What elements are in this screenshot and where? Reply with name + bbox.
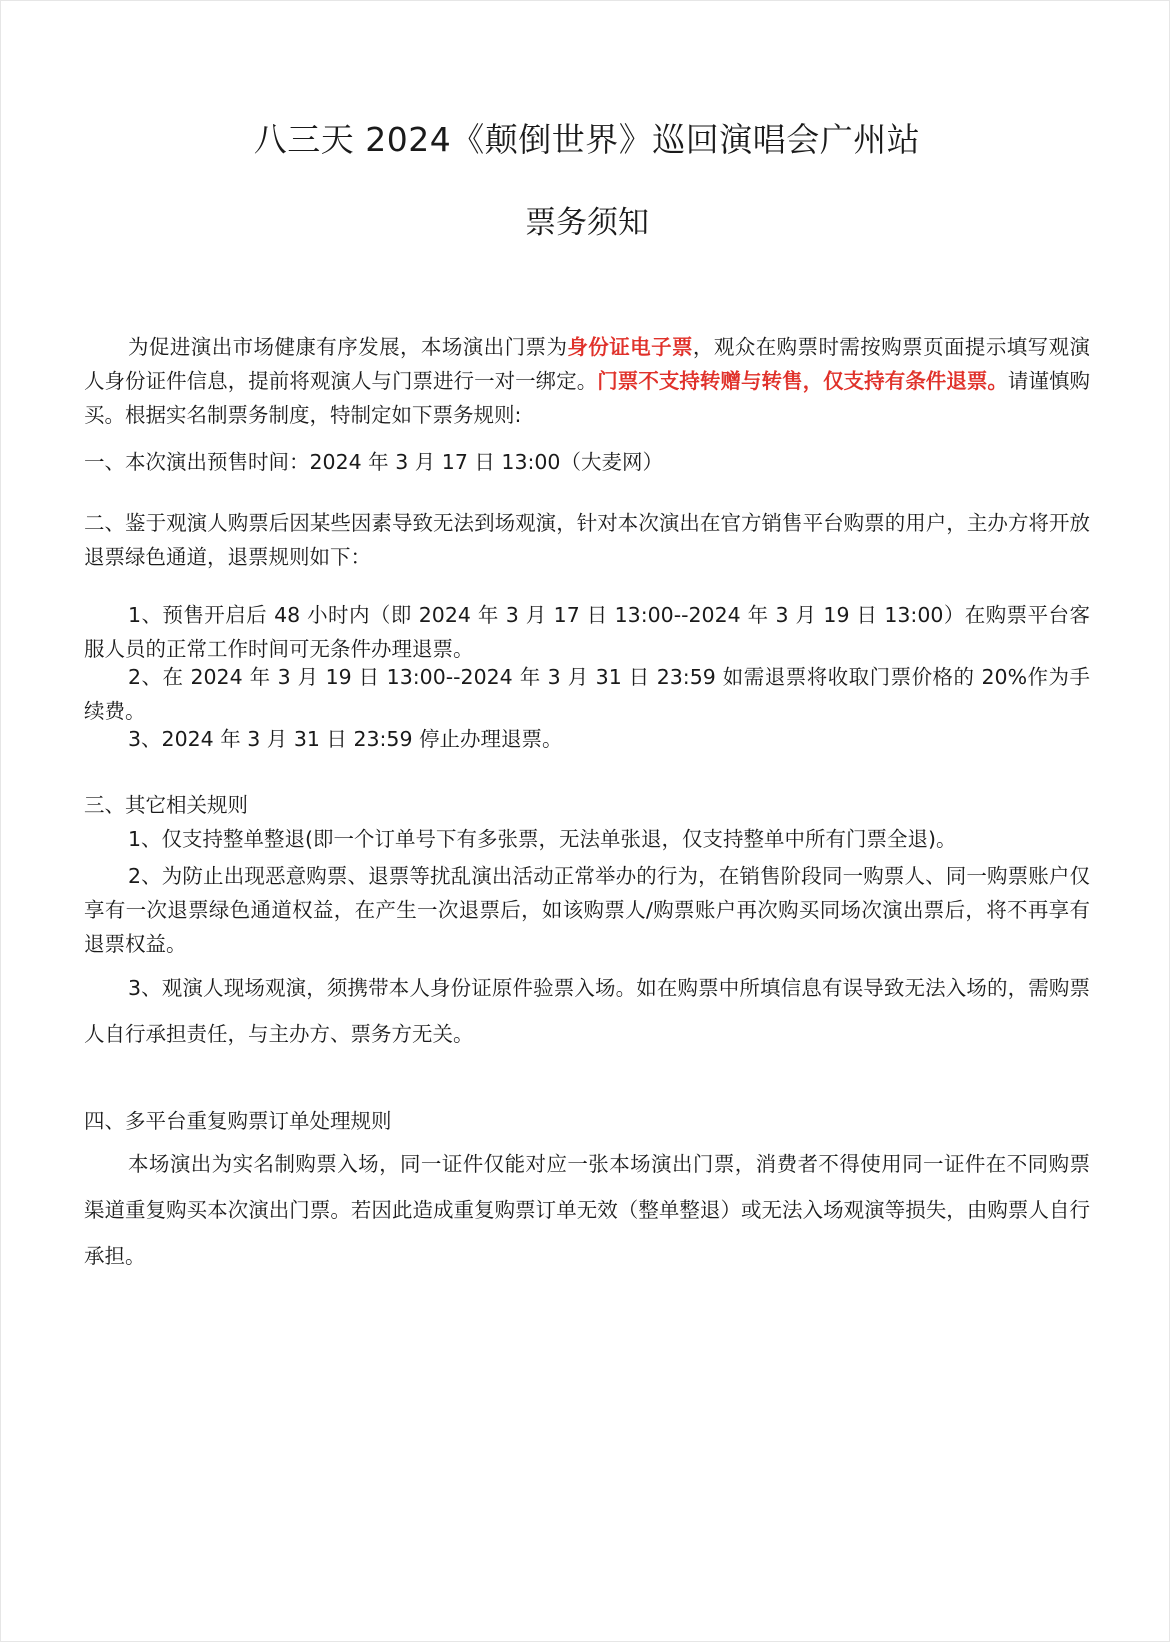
- document-subtitle: 票务须知: [525, 205, 649, 241]
- document-title: 八三天 2024《颠倒世界》巡回演唱会广州站: [253, 120, 921, 159]
- intro-text-1: 为促进演出市场健康有序发展，本场演出门票为: [128, 335, 568, 359]
- section-2-item-1: 1、预售开启后 48 小时内（即 2024 年 3 月 17 日 13:00--2024 年 3 月 19 日 13:00）在购票平台客服人员的正常工作时间可无条件办理退票。: [84, 603, 1090, 661]
- section-4-body: 本场演出为实名制购票入场，同一证件仅能对应一张本场演出门票，消费者不得使用同一证件在不同购票渠道重复购买本次演出门票。若因此造成重复购票订单无效（整单整退）或无法入场观演等损失，由购票人自行承担。: [84, 1152, 1090, 1268]
- intro-highlight-id-ticket: 身份证电子票: [567, 335, 693, 359]
- intro-text-2: ，观众在购票时需按购票页面提示填写观演人身份证件信息，提前将观演人与门票进行一对一绑定。: [84, 335, 1091, 393]
- intro-highlight-no-transfer: 门票不支持转赠与转售，仅支持有条件退票。: [597, 369, 1008, 393]
- section-3-item-2: 2、为防止出现恶意购票、退票等扰乱演出活动正常举办的行为，在销售阶段同一购票人、同一购票账户仅享有一次退票绿色通道权益，在产生一次退票后，如该购票人/购票账户再次购买同场次演出票后，将不再享有退票权益。: [84, 864, 1090, 956]
- section-1-presale-time: 一、本次演出预售时间：2024 年 3 月 17 日 13:00（大麦网）: [84, 450, 663, 474]
- intro-text-3: 请谨慎购买。根据实名制票务制度，特制定如下票务规则:: [84, 369, 1090, 427]
- section-3-item-3: 3、观演人现场观演，须携带本人身份证原件验票入场。如在购票中所填信息有误导致无法入场的，需购票人自行承担责任，与主办方、票务方无关。: [84, 976, 1090, 1046]
- section-2-heading: 二、鉴于观演人购票后因某些因素导致无法到场观演，针对本次演出在官方销售平台购票的用户，主办方将开放退票绿色通道，退票规则如下：: [84, 511, 1090, 569]
- section-4-heading: 四、多平台重复购票订单处理规则: [84, 1109, 392, 1133]
- section-3-heading: 三、其它相关规则: [84, 793, 248, 817]
- section-3-item-1: 1、仅支持整单整退(即一个订单号下有多张票，无法单张退，仅支持整单中所有门票全退)。: [128, 827, 957, 851]
- section-2-item-3: 3、2024 年 3 月 31 日 23:59 停止办理退票。: [128, 727, 563, 751]
- intro-paragraph: [84, 330, 1090, 432]
- section-2-item-2: 2、在 2024 年 3 月 19 日 13:00--2024 年 3 月 31 日 23:59 如需退票将收取门票价格的 20%作为手续费。: [84, 665, 1090, 723]
